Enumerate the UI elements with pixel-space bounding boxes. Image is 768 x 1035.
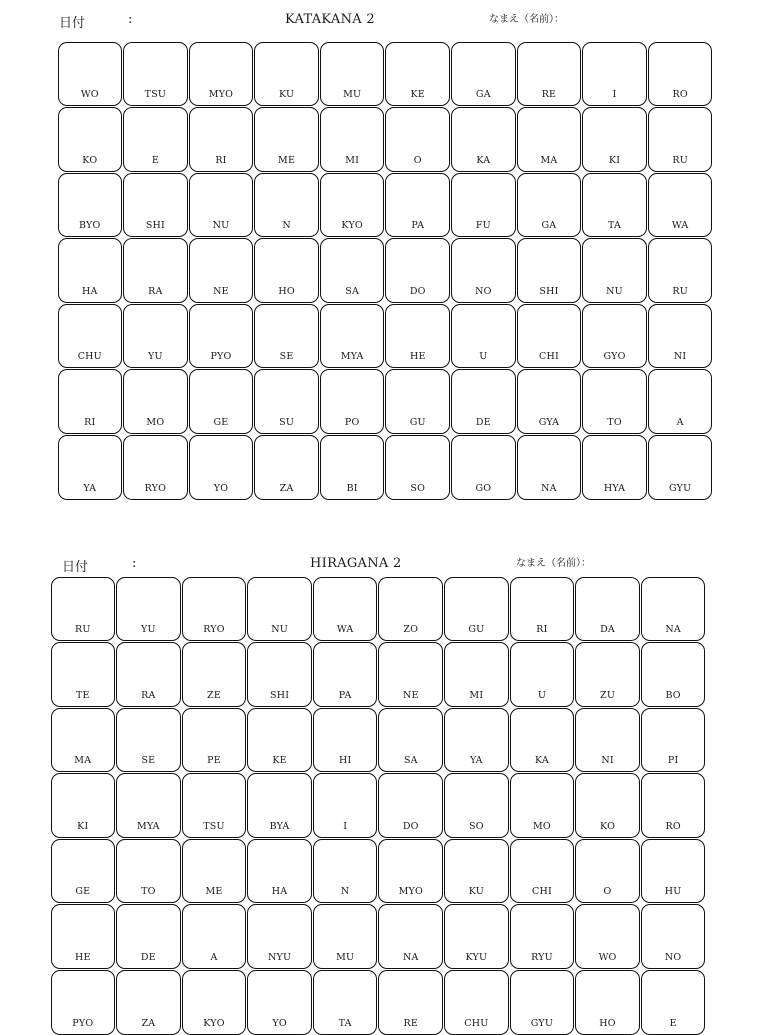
kana-cell: BYO: [58, 173, 123, 238]
kana-cell: GYO: [582, 304, 647, 369]
kana-cell: RO: [648, 42, 713, 107]
kana-cell: YA: [444, 708, 509, 773]
hiragana-sheet: [50, 548, 710, 1035]
kana-cell: WO: [575, 904, 640, 969]
kana-cell: ME: [182, 839, 247, 904]
kana-cell: WA: [648, 173, 713, 238]
kana-cell: ZU: [575, 642, 640, 707]
kana-cell: TO: [116, 839, 181, 904]
kana-cell: MYO: [378, 839, 443, 904]
kana-cell: PE: [182, 708, 247, 773]
kana-cell: SE: [116, 708, 181, 773]
kana-cell: SHI: [247, 642, 312, 707]
kana-cell: RE: [378, 970, 443, 1035]
kana-cell: HO: [254, 238, 319, 303]
kana-cell: NU: [582, 238, 647, 303]
kana-cell: DE: [451, 369, 516, 434]
kana-cell: DE: [116, 904, 181, 969]
kana-cell: A: [648, 369, 713, 434]
kana-cell: KU: [444, 839, 509, 904]
kana-cell: CHI: [510, 839, 575, 904]
kana-cell: RYU: [510, 904, 575, 969]
sheet-header: [57, 4, 717, 41]
kana-cell: FU: [451, 173, 516, 238]
kana-cell: KO: [575, 773, 640, 838]
kana-cell: HA: [247, 839, 312, 904]
kana-cell: ZA: [116, 970, 181, 1035]
kana-cell: MI: [320, 107, 385, 172]
kana-cell: NI: [648, 304, 713, 369]
kana-cell: TA: [582, 173, 647, 238]
kana-cell: YU: [123, 304, 188, 369]
kana-cell: WA: [313, 577, 378, 642]
kana-cell: BI: [320, 435, 385, 500]
kana-cell: TSU: [182, 773, 247, 838]
kana-cell: HE: [385, 304, 450, 369]
kana-cell: SE: [254, 304, 319, 369]
kana-cell: SO: [385, 435, 450, 500]
kana-cell: NO: [451, 238, 516, 303]
kana-cell: SHI: [123, 173, 188, 238]
kana-cell: GYU: [648, 435, 713, 500]
kana-cell: KYO: [182, 970, 247, 1035]
kana-cell: GA: [517, 173, 582, 238]
kana-cell: MI: [444, 642, 509, 707]
date-label: 日付: [62, 560, 89, 575]
kana-cell: YA: [58, 435, 123, 500]
kana-cell: NI: [575, 708, 640, 773]
kana-cell: GA: [451, 42, 516, 107]
kana-cell: KA: [510, 708, 575, 773]
kana-cell: KA: [451, 107, 516, 172]
kana-cell: PA: [385, 173, 450, 238]
kana-cell: RI: [58, 369, 123, 434]
sheet-title: KATAKANA 2: [285, 12, 375, 27]
kana-cell: KI: [51, 773, 116, 838]
kana-cell: DA: [575, 577, 640, 642]
kana-cell: PO: [320, 369, 385, 434]
kana-cell: I: [582, 42, 647, 107]
kana-cell: NA: [517, 435, 582, 500]
kana-cell: HI: [313, 708, 378, 773]
kana-cell: MO: [123, 369, 188, 434]
kana-cell: RU: [648, 238, 713, 303]
kana-cell: DO: [378, 773, 443, 838]
kana-cell: GO: [451, 435, 516, 500]
kana-cell: SA: [320, 238, 385, 303]
kana-cell: RU: [648, 107, 713, 172]
kana-cell: SO: [444, 773, 509, 838]
kana-cell: ME: [254, 107, 319, 172]
kana-cell: YU: [116, 577, 181, 642]
kana-cell: NE: [189, 238, 254, 303]
kana-cell: O: [385, 107, 450, 172]
kana-cell: GYU: [510, 970, 575, 1035]
kana-cell: RYO: [182, 577, 247, 642]
kana-cell: MO: [510, 773, 575, 838]
kana-cell: CHU: [444, 970, 509, 1035]
kana-cell: GU: [444, 577, 509, 642]
kana-cell: PI: [641, 708, 706, 773]
kana-cell: SA: [378, 708, 443, 773]
kana-cell: O: [575, 839, 640, 904]
kana-cell: RU: [51, 577, 116, 642]
date-colon: :: [132, 556, 137, 571]
kana-cell: YO: [189, 435, 254, 500]
kana-cell: HU: [641, 839, 706, 904]
kana-cell: NA: [641, 577, 706, 642]
kana-cell: PYO: [51, 970, 116, 1035]
kana-cell: KO: [58, 107, 123, 172]
kana-cell: WO: [58, 42, 123, 107]
kana-cell: NYU: [247, 904, 312, 969]
kana-cell: A: [182, 904, 247, 969]
kana-cell: KU: [254, 42, 319, 107]
sheet-header: [50, 548, 710, 576]
kana-cell: SU: [254, 369, 319, 434]
kana-cell: CHI: [517, 304, 582, 369]
kana-cell: HA: [58, 238, 123, 303]
kana-cell: E: [123, 107, 188, 172]
kana-cell: SHI: [517, 238, 582, 303]
kana-cell: GU: [385, 369, 450, 434]
date-colon: :: [128, 12, 133, 27]
kana-cell: GYA: [517, 369, 582, 434]
kana-cell: MU: [320, 42, 385, 107]
kana-cell: NE: [378, 642, 443, 707]
kana-cell: MA: [51, 708, 116, 773]
kana-cell: HO: [575, 970, 640, 1035]
kana-cell: KE: [385, 42, 450, 107]
katakana-grid: [57, 41, 717, 500]
date-label: 日付: [59, 16, 86, 31]
kana-cell: NO: [641, 904, 706, 969]
kana-cell: NA: [378, 904, 443, 969]
kana-cell: RO: [641, 773, 706, 838]
kana-cell: U: [451, 304, 516, 369]
sheet-title: HIRAGANA 2: [310, 556, 402, 571]
kana-cell: GE: [51, 839, 116, 904]
kana-cell: I: [313, 773, 378, 838]
kana-cell: TSU: [123, 42, 188, 107]
kana-cell: U: [510, 642, 575, 707]
name-label: なまえ（名前）：: [489, 14, 564, 25]
kana-cell: HE: [51, 904, 116, 969]
kana-cell: BO: [641, 642, 706, 707]
kana-cell: N: [254, 173, 319, 238]
kana-cell: RA: [123, 238, 188, 303]
kana-cell: RI: [189, 107, 254, 172]
kana-cell: TE: [51, 642, 116, 707]
kana-cell: PYO: [189, 304, 254, 369]
kana-cell: MU: [313, 904, 378, 969]
kana-cell: PA: [313, 642, 378, 707]
kana-cell: YO: [247, 970, 312, 1035]
kana-cell: BYA: [247, 773, 312, 838]
kana-cell: NU: [189, 173, 254, 238]
kana-cell: MYO: [189, 42, 254, 107]
kana-cell: RYO: [123, 435, 188, 500]
kana-cell: RA: [116, 642, 181, 707]
kana-cell: KE: [247, 708, 312, 773]
kana-cell: TA: [313, 970, 378, 1035]
kana-cell: MYA: [116, 773, 181, 838]
katakana-sheet: [57, 4, 717, 500]
kana-cell: KYO: [320, 173, 385, 238]
kana-cell: ZE: [182, 642, 247, 707]
kana-cell: MA: [517, 107, 582, 172]
kana-cell: MYA: [320, 304, 385, 369]
kana-cell: TO: [582, 369, 647, 434]
hiragana-grid: [50, 576, 710, 1035]
kana-cell: ZO: [378, 577, 443, 642]
kana-cell: N: [313, 839, 378, 904]
kana-cell: CHU: [58, 304, 123, 369]
kana-cell: HYA: [582, 435, 647, 500]
kana-cell: NU: [247, 577, 312, 642]
kana-cell: RE: [517, 42, 582, 107]
kana-cell: KI: [582, 107, 647, 172]
kana-cell: KYU: [444, 904, 509, 969]
kana-cell: GE: [189, 369, 254, 434]
kana-cell: RI: [510, 577, 575, 642]
name-label: なまえ（名前）：: [516, 558, 591, 569]
kana-cell: E: [641, 970, 706, 1035]
kana-cell: DO: [385, 238, 450, 303]
kana-cell: ZA: [254, 435, 319, 500]
